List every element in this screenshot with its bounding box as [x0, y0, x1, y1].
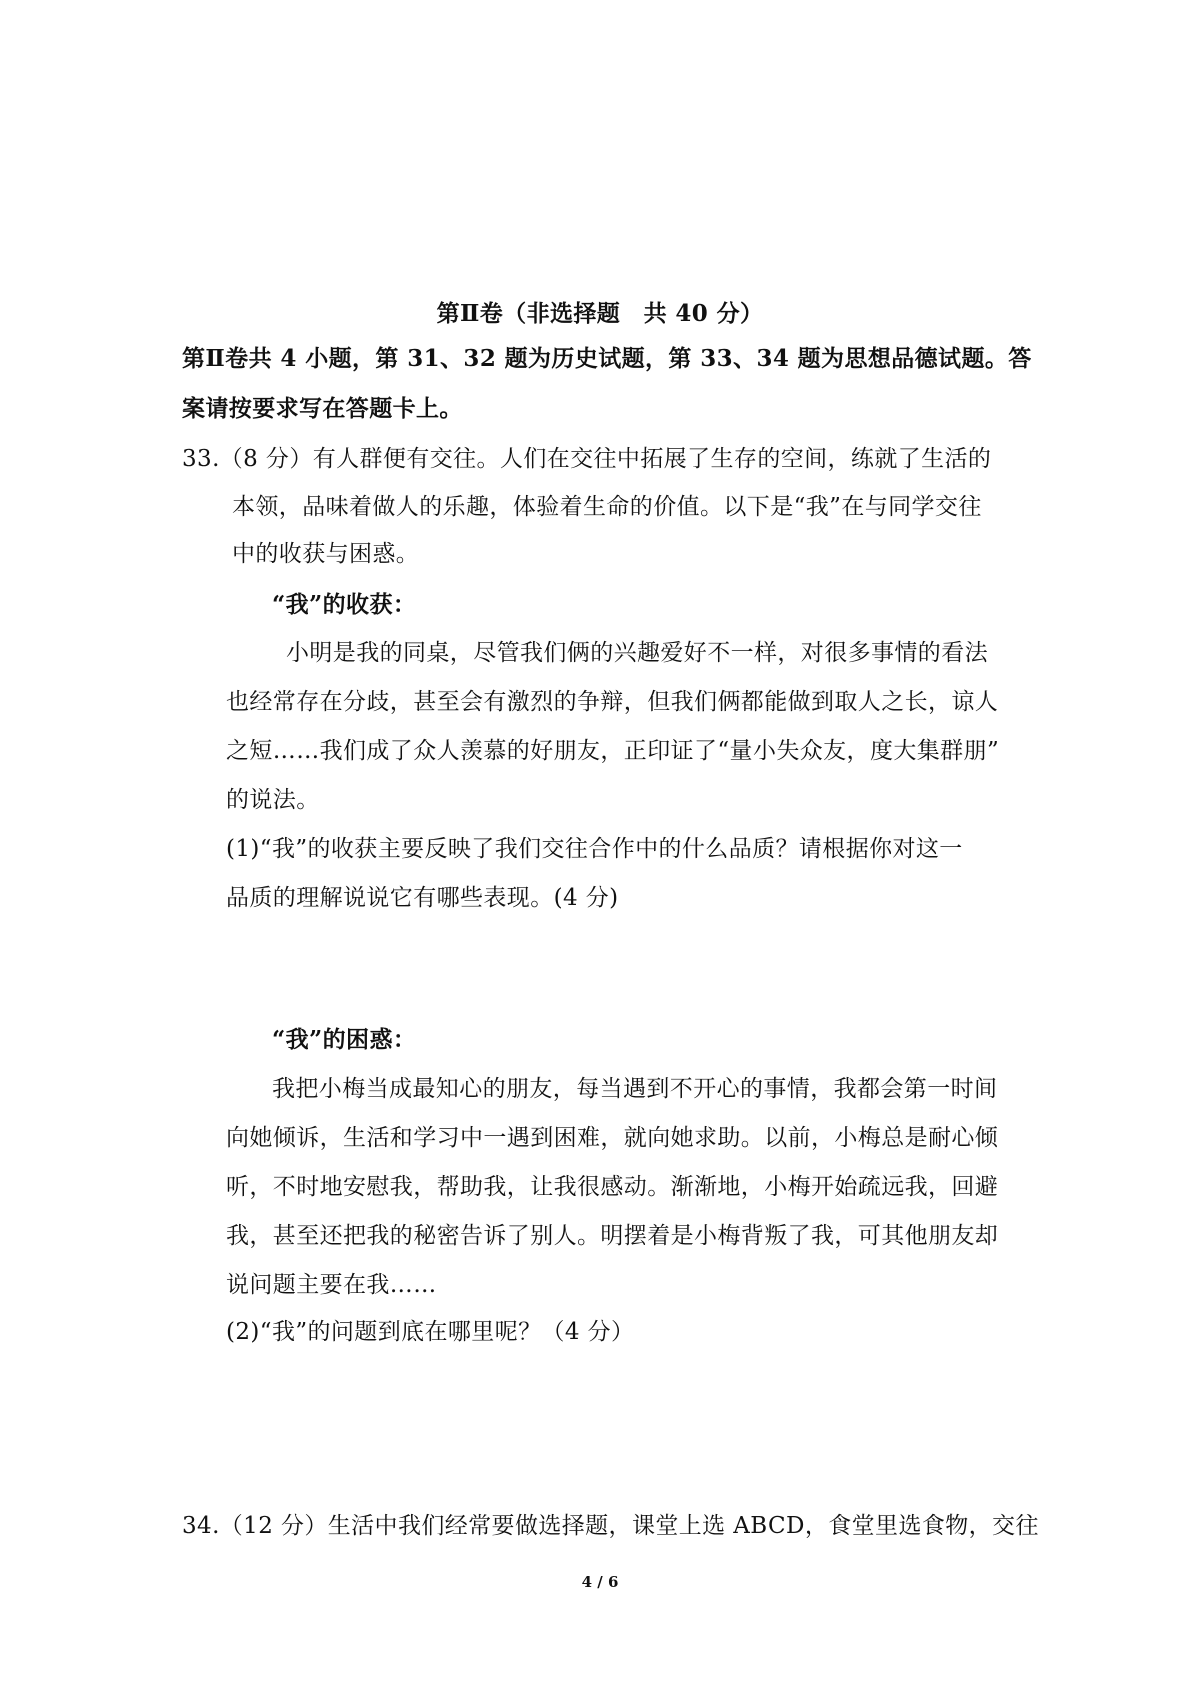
instructions-line-1: 第Ⅱ卷共 4 小题，第 31、32 题为历史试题，第 33、34 题为思想品德试题。答 — [182, 345, 1032, 372]
gain-heading: “我”的收获： — [272, 591, 417, 618]
sub-question-1-line-2: 品质的理解说说它有哪些表现。(4 分) — [226, 885, 619, 911]
q34-intro: 34.（12 分）生活中我们经常要做选择题，课堂上选 ABCD，食堂里选食物，交往 — [182, 1513, 1039, 1539]
confusion-text-line-4: 我，甚至还把我的秘密告诉了别人。明摆着是小梅背叛了我，可其他朋友却 — [226, 1223, 999, 1249]
confusion-text-line-3: 听，不时地安慰我，帮助我，让我很感动。渐渐地，小梅开始疏远我，回避 — [226, 1174, 999, 1200]
sub-question-2: (2)“我”的问题到底在哪里呢？（4 分） — [226, 1319, 635, 1345]
section-title: 第Ⅱ卷（非选择题 共 40 分） — [436, 300, 764, 327]
sub-question-1-line-1: (1)“我”的收获主要反映了我们交往合作中的什么品质？请根据你对这一 — [226, 836, 963, 862]
confusion-text-line-2: 向她倾诉，生活和学习中一遇到困难，就向她求助。以前，小梅总是耐心倾 — [226, 1125, 999, 1151]
q33-intro-line-1: 33.（8 分）有人群便有交往。人们在交往中拓展了生存的空间，练就了生活的 — [182, 446, 992, 472]
confusion-heading: “我”的困惑： — [272, 1026, 417, 1053]
q33-intro-line-2: 本领，品味着做人的乐趣，体验着生命的价值。以下是“我”在与同学交往 — [232, 494, 982, 520]
gain-text-line-3: 之短……我们成了众人羡慕的好朋友，正印证了“量小失众友，度大集群朋” — [226, 738, 1000, 764]
confusion-text-line-5: 说问题主要在我…… — [226, 1272, 437, 1298]
instructions-line-2: 案请按要求写在答题卡上。 — [182, 395, 463, 422]
page-number: 4 / 6 — [581, 1573, 619, 1591]
gain-text-line-2: 也经常存在分歧，甚至会有激烈的争辩，但我们俩都能做到取人之长，谅人 — [226, 689, 999, 715]
gain-text-line-1: 小明是我的同桌，尽管我们俩的兴趣爱好不一样，对很多事情的看法 — [286, 640, 988, 666]
gain-text-line-4: 的说法。 — [226, 787, 320, 813]
confusion-text-line-1: 我把小梅当成最知心的朋友，每当遇到不开心的事情，我都会第一时间 — [272, 1076, 998, 1102]
q33-intro-line-3: 中的收获与困惑。 — [232, 541, 420, 567]
